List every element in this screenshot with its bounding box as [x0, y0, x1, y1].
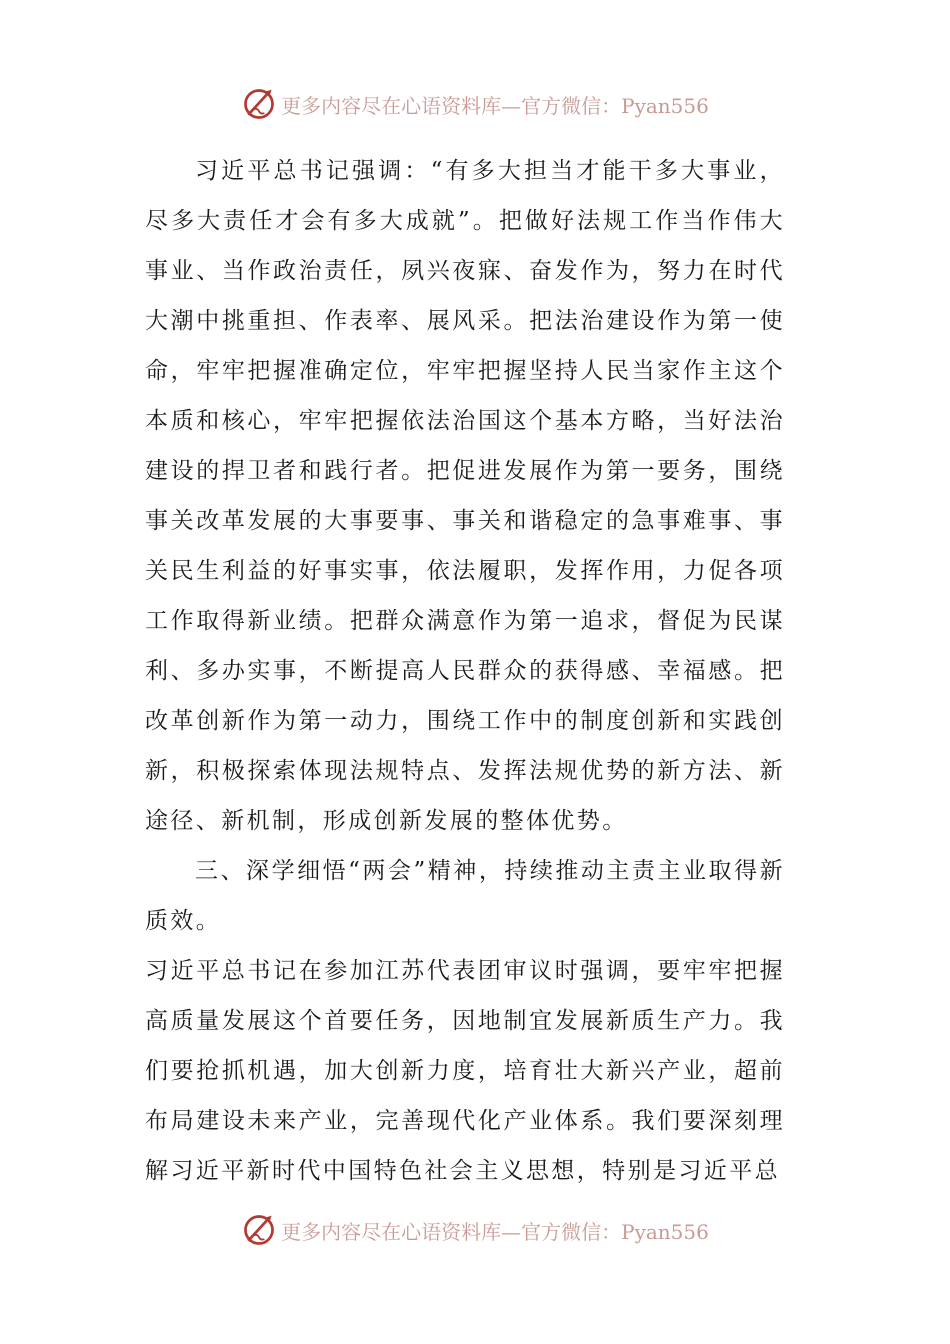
pen-logo-icon: [241, 86, 277, 122]
paragraph-1: 习近平总书记强调：“有多大担当才能干多大事业，尽多大责任才会有多大成就”。把做好法规工作当作伟大事业、当作政治责任，夙兴夜寐、奋发作为，努力在时代大潮中挑重担、作表率、展风采。把法治建设作为第一使命，牢牢把握准确定位，牢牢把握坚持人民当家作主这个本质和核心，牢牢把握依法治国这个基本方略，当好法治建设的捍卫者和践行者。把促进发展作为第一要务，围绕事关改革发展的大事要事、事关和谐稳定的急事难事、事关民生利益的好事实事，依法履职，发挥作用，力促各项工作取得新业绩。把群众满意作为第一追求，督促为民谋利、多办实事，不断提高人民群众的获得感、幸福感。把改革创新作为第一动力，围绕工作中的制度创新和实践创新，积极探索体现法规特点、发挥法规优势的新方法、新途径、新机制，形成创新发展的整体优势。: [145, 158, 785, 834]
header-banner: [0, 84, 950, 124]
footer-banner: [0, 1210, 950, 1250]
document-body: [145, 146, 785, 1196]
paragraph-3: 习近平总书记在参加江苏代表团审议时强调，要牢牢把握高质量发展这个首要任务，因地制宜发展新质生产力。我们要抢抓机遇，加大创新力度，培育壮大新兴产业，超前布局建设未来产业，完善现代化产业体系。我们要深刻理解习近平新时代中国特色社会主义思想，特别是习近平总: [145, 958, 785, 1184]
header-banner-text: 更多内容尽在心语资料库—官方微信：Pyan556: [281, 93, 709, 118]
footer-banner-text: 更多内容尽在心语资料库—官方微信：Pyan556: [281, 1219, 709, 1244]
section-heading-3: 三、深学细悟“两会”精神，持续推动主责主业取得新质效。: [145, 858, 785, 934]
pen-logo-icon: [241, 1212, 277, 1248]
